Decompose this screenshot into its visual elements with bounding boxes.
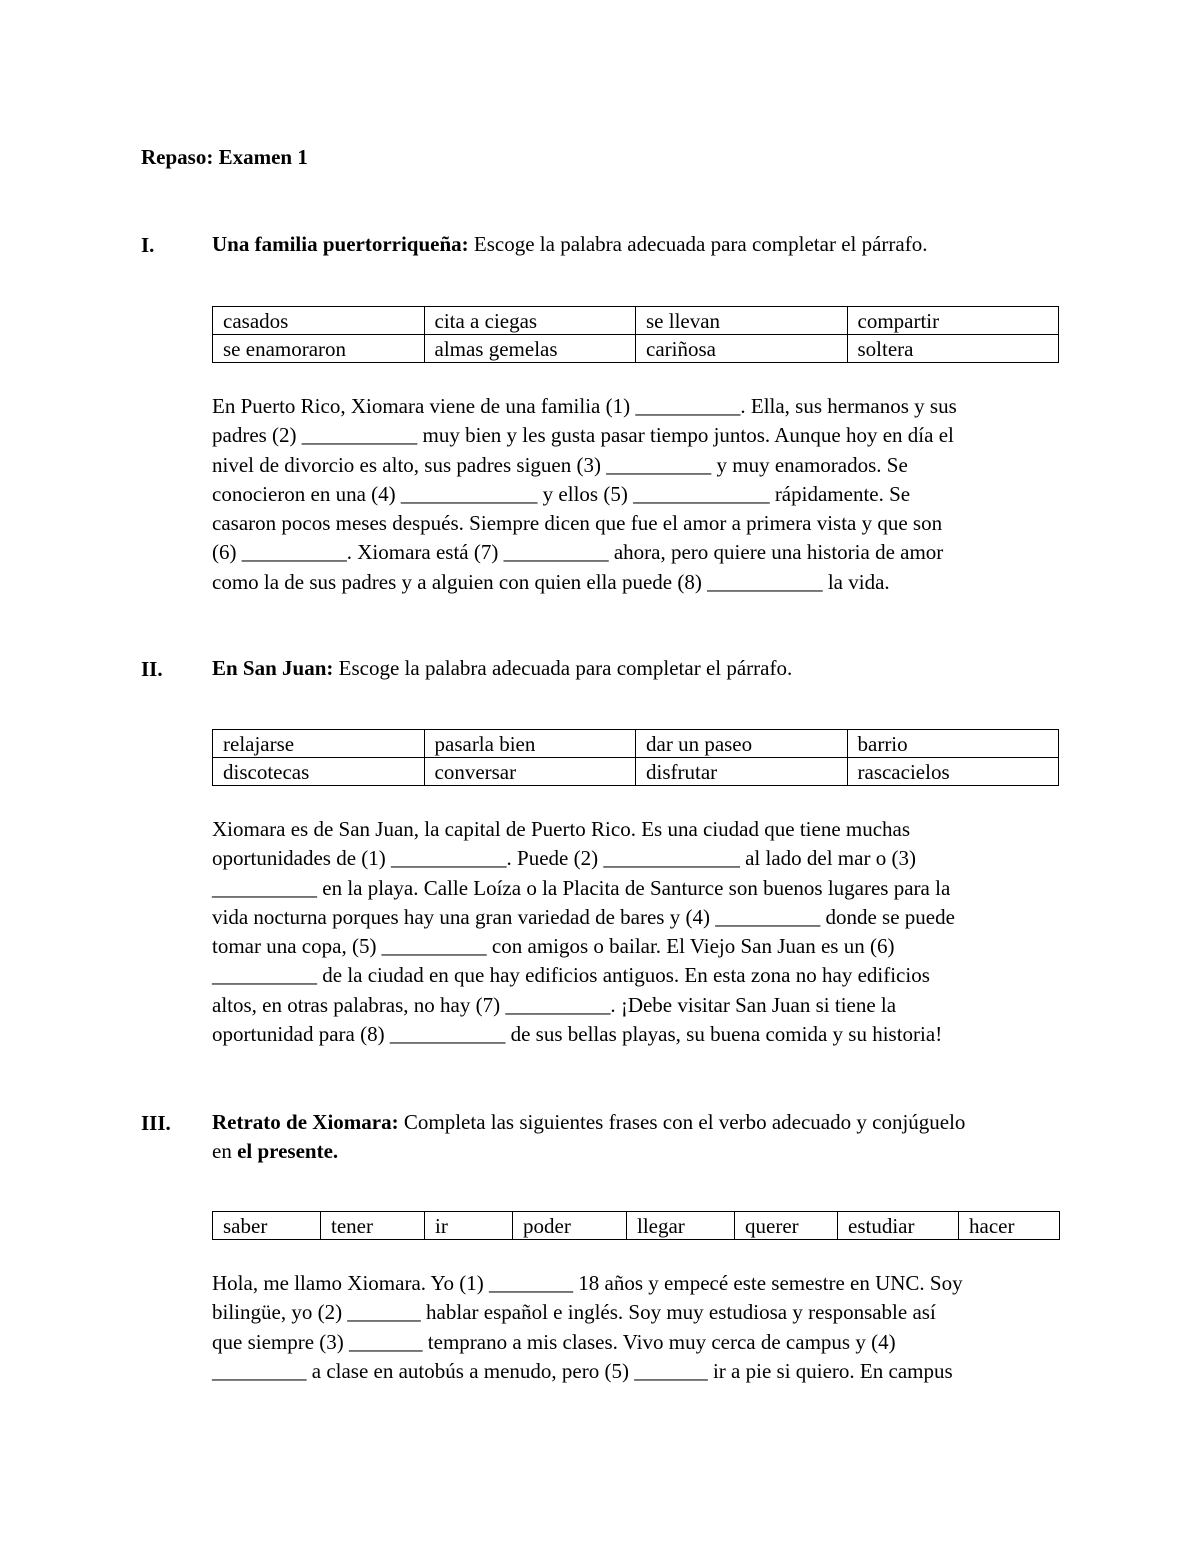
section-heading-instructions: Escoge la palabra adecuada para completar el párrafo. — [333, 656, 793, 680]
fill-in-paragraph — [212, 815, 1072, 1049]
word-bank-cell: hacer — [959, 1212, 1060, 1240]
fill-in-paragraph — [212, 392, 1072, 597]
paragraph-line: oportunidades de (1) ___________. Puede (2) _____________ al lado del mar o (3) — [212, 846, 916, 871]
section-heading-bold: En San Juan: — [212, 656, 334, 680]
paragraph-line: como la de sus padres y a alguien con quien ella puede (8) ___________ la vida. — [212, 569, 890, 594]
paragraph-line: _________ a clase en autobús a menudo, pero (5) _______ ir a pie si quiero. En campus — [212, 1358, 953, 1383]
paragraph-line: Xiomara es de San Juan, la capital de Puerto Rico. Es una ciudad que tiene muchas — [212, 817, 911, 841]
verb-bank-table — [212, 1211, 1060, 1240]
section-heading-bold: Retrato de Xiomara: — [212, 1110, 399, 1134]
section-heading-instructions: Completa las siguientes frases con el verbo adecuado y conjúguelo — [398, 1110, 966, 1134]
word-bank-cell: conversar — [424, 758, 636, 786]
word-bank-cell: disfrutar — [636, 758, 848, 786]
paragraph-line: vida nocturna porques hay una gran variedad de bares y (4) __________ donde se puede — [212, 904, 955, 929]
paragraph-line: que siempre (3) _______ temprano a mis clases. Vivo muy cerca de campus y (4) — [212, 1329, 896, 1354]
paragraph-line: oportunidad para (8) ___________ de sus bellas playas, su buena comida y su historia! — [212, 1022, 943, 1047]
section-number: II. — [141, 657, 163, 681]
paragraph-line: tomar una copa, (5) __________ con amigos o bailar. El Viejo San Juan es un (6) — [212, 934, 895, 959]
word-bank-cell: tener — [321, 1212, 425, 1240]
section-heading — [212, 230, 1072, 259]
word-bank-table — [212, 729, 1059, 786]
paragraph-line: __________ de la ciudad en que hay edificios antiguos. En esta zona no hay edificios — [212, 963, 930, 988]
word-bank-row — [213, 758, 1059, 786]
paragraph-line: altos, en otras palabras, no hay (7) __________. ¡Debe visitar San Juan si tiene la — [212, 992, 897, 1017]
paragraph-line: En Puerto Rico, Xiomara viene de una familia (1) __________. Ella, sus hermanos y sus — [212, 394, 957, 418]
word-bank-cell: se enamoraron — [213, 335, 425, 363]
word-bank-row — [213, 730, 1059, 758]
word-bank-cell: cita a ciegas — [424, 307, 636, 335]
word-bank-cell: dar un paseo — [636, 730, 848, 758]
word-bank-cell: cariñosa — [636, 335, 848, 363]
document-title: Repaso: Examen 1 — [141, 145, 308, 169]
fill-in-paragraph — [212, 1269, 1072, 1386]
section-heading-bold: Una familia puertorriqueña: — [212, 232, 469, 256]
paragraph-line: Hola, me llamo Xiomara. Yo (1) ________ 18 años y empecé este semestre en UNC. Soy — [212, 1271, 963, 1295]
section-heading-emphasis: el presente. — [237, 1139, 339, 1163]
word-bank-cell: discotecas — [213, 758, 425, 786]
section-heading-instructions: Escoge la palabra adecuada para completar el párrafo. — [468, 232, 928, 256]
word-bank-cell: rascacielos — [847, 758, 1059, 786]
section-heading-prefix: en — [212, 1139, 238, 1163]
word-bank-cell: almas gemelas — [424, 335, 636, 363]
word-bank-row — [213, 307, 1059, 335]
word-bank-cell: casados — [213, 307, 425, 335]
word-bank-cell: ir — [425, 1212, 513, 1240]
word-bank-cell: llegar — [627, 1212, 735, 1240]
paragraph-line: nivel de divorcio es alto, sus padres siguen (3) __________ y muy enamorados. Se — [212, 452, 908, 477]
paragraph-line: casaron pocos meses después. Siempre dicen que fue el amor a primera vista y que son — [212, 511, 943, 536]
word-bank-cell: compartir — [847, 307, 1059, 335]
word-bank-cell: barrio — [847, 730, 1059, 758]
paragraph-line: padres (2) ___________ muy bien y les gusta pasar tiempo juntos. Aunque hoy en día el — [212, 423, 954, 448]
paragraph-line: conocieron en una (4) _____________ y ellos (5) _____________ rápidamente. Se — [212, 481, 911, 506]
word-bank-row — [213, 335, 1059, 363]
word-bank-cell: soltera — [847, 335, 1059, 363]
word-bank-row — [213, 1212, 1060, 1240]
section-number: I. — [141, 233, 155, 257]
word-bank-cell: pasarla bien — [424, 730, 636, 758]
section-heading — [212, 654, 1072, 683]
word-bank-cell: poder — [513, 1212, 627, 1240]
word-bank-cell: saber — [213, 1212, 321, 1240]
paragraph-line: __________ en la playa. Calle Loíza o la Placita de Santurce son buenos lugares para la — [212, 875, 951, 900]
section-heading — [212, 1108, 1072, 1166]
word-bank-table — [212, 306, 1059, 363]
paragraph-line: bilingüe, yo (2) _______ hablar español e inglés. Soy muy estudiosa y responsable así — [212, 1300, 936, 1325]
word-bank-cell: se llevan — [636, 307, 848, 335]
section-number: III. — [141, 1111, 171, 1135]
paragraph-line: (6) __________. Xiomara está (7) __________ ahora, pero quiere una historia de amor — [212, 540, 944, 565]
word-bank-cell: relajarse — [213, 730, 425, 758]
word-bank-cell: estudiar — [838, 1212, 959, 1240]
word-bank-cell: querer — [735, 1212, 838, 1240]
